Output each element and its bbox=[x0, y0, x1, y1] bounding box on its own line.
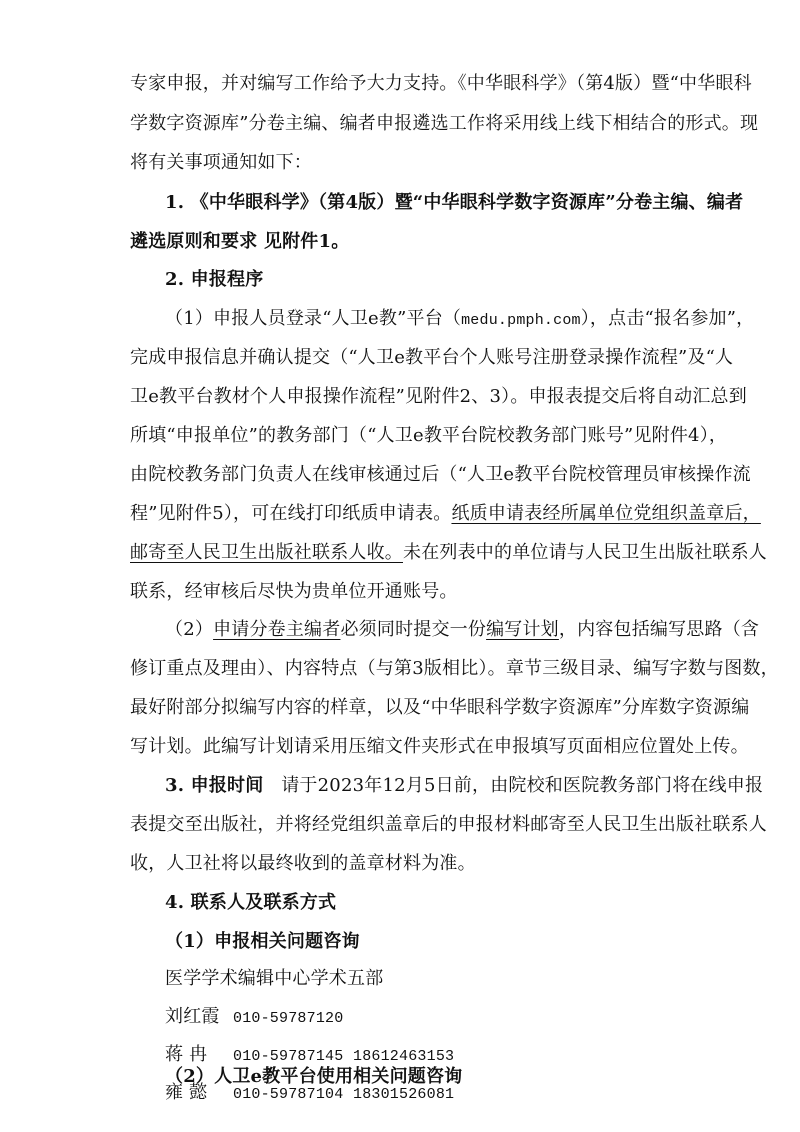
department-name: 医学学术编辑中心学术五部 bbox=[165, 968, 384, 989]
text: （1）申报人员登录“人卫e教”平台（ bbox=[165, 308, 462, 329]
item-2-sub1-line: 卫e教平台教材个人申报操作流程”见附件2、3）。申报表提交后将自动汇总到 bbox=[130, 386, 747, 407]
item-4-sub1-title: （1）申报相关问题咨询 bbox=[165, 931, 360, 952]
platform-url: medu.pmph.com bbox=[461, 312, 581, 329]
item-2-sub1-line: 联系，经审核后尽快为贵单位开通账号。 bbox=[130, 581, 458, 602]
underlined-text: 申请分卷主编者 bbox=[213, 619, 341, 640]
underlined-text: 邮寄至人民卫生出版社联系人收。 bbox=[130, 542, 403, 563]
underlined-text: 纸质申请表经所属单位党组织盖章后， bbox=[451, 503, 761, 524]
text: （2） bbox=[165, 619, 214, 640]
item-2-title: 2. 申报程序 bbox=[165, 269, 264, 290]
text: 请于2023年12月5日前，由院校和医院教务部门将在线申报 bbox=[281, 775, 764, 796]
item-2-sub1-line bbox=[130, 497, 761, 531]
item-3-line: 表提交至出版社，并将经党组织盖章后的申报材料邮寄至人民卫生出版社联系人 bbox=[130, 814, 767, 835]
text: 未在列表中的单位请与人民卫生出版社联系人 bbox=[403, 542, 767, 563]
contact-phone: 010-59787145 bbox=[233, 1048, 344, 1065]
item-2-sub2-line: 修订重点及理由）、内容特点（与第3版相比）。章节三级目录、编写字数与图数， bbox=[130, 658, 779, 679]
paragraph-line: 学数字资源库”分卷主编、编者申报遴选工作将采用线上线下相结合的形式。现 bbox=[130, 113, 759, 134]
item-2-sub1-line: 所填“申报单位”的教务部门（“人卫e教平台院校教务部门账号”见附件4）， bbox=[130, 425, 728, 446]
contact-phone: 010-59787120 bbox=[233, 1010, 344, 1027]
text: 程”见附件5），可在线打印纸质申请表。 bbox=[130, 503, 452, 524]
contact-name: 雍 懿 bbox=[165, 1082, 208, 1103]
item-3-line: 收，人卫社将以最终收到的盖章材料为准。 bbox=[130, 853, 476, 874]
underlined-text: 编写计划 bbox=[486, 619, 559, 640]
item-2-sub2-line: 最好附部分拟编写内容的样章，以及“中华眼科学数字资源库”分库数字资源编 bbox=[130, 697, 750, 718]
item-2-sub2-line: 写计划。此编写计划请采用压缩文件夹形式在申报填写页面相应位置处上传。 bbox=[130, 736, 749, 757]
item-3-line bbox=[165, 769, 764, 803]
contact-name: 刘红霞 bbox=[165, 1006, 220, 1027]
item-4-sub2-title: （2）人卫e教平台使用相关问题咨询 bbox=[165, 1066, 463, 1087]
item-4-title: 4. 联系人及联系方式 bbox=[165, 892, 337, 913]
text: ，内容包括编写思路（含 bbox=[558, 619, 760, 640]
item-2-sub1-line: 由院校教务部门负责人在线审核通过后（“人卫e教平台院校管理员审核操作流 bbox=[130, 464, 751, 485]
item-1-text: 遴选原则和要求 见附件1。 bbox=[130, 231, 350, 252]
contact-row bbox=[165, 1000, 725, 1036]
item-1-line: 1. 《中华眼科学》（第4版）暨“中华眼科学数字资源库”分卷主编、编者 bbox=[165, 192, 744, 213]
item-2-sub1-line: 完成申报信息并确认提交（“人卫e教平台个人账号注册登录操作流程”及“人 bbox=[130, 347, 734, 368]
item-2-sub1-line bbox=[130, 536, 767, 570]
contact-mobile: 18612463153 bbox=[353, 1048, 455, 1065]
item-3-title: 3. 申报时间 bbox=[165, 775, 264, 796]
item-2-sub1-line bbox=[165, 302, 755, 338]
contact-phone: 010-59787104 bbox=[233, 1086, 344, 1103]
item-2-sub2-line bbox=[165, 613, 760, 647]
contact-name: 蒋 冉 bbox=[165, 1044, 208, 1065]
text: 必须同时提交一份 bbox=[340, 619, 487, 640]
item-1-line bbox=[130, 225, 690, 259]
contact-mobile: 18301526081 bbox=[353, 1086, 455, 1103]
paragraph-line: 将有关事项通知如下： bbox=[130, 152, 312, 173]
text: ），点击“报名参加”， bbox=[580, 308, 755, 329]
paragraph-line: 专家申报，并对编写工作给予大力支持。《中华眼科学》（第4版）暨“中华眼科 bbox=[130, 73, 752, 94]
